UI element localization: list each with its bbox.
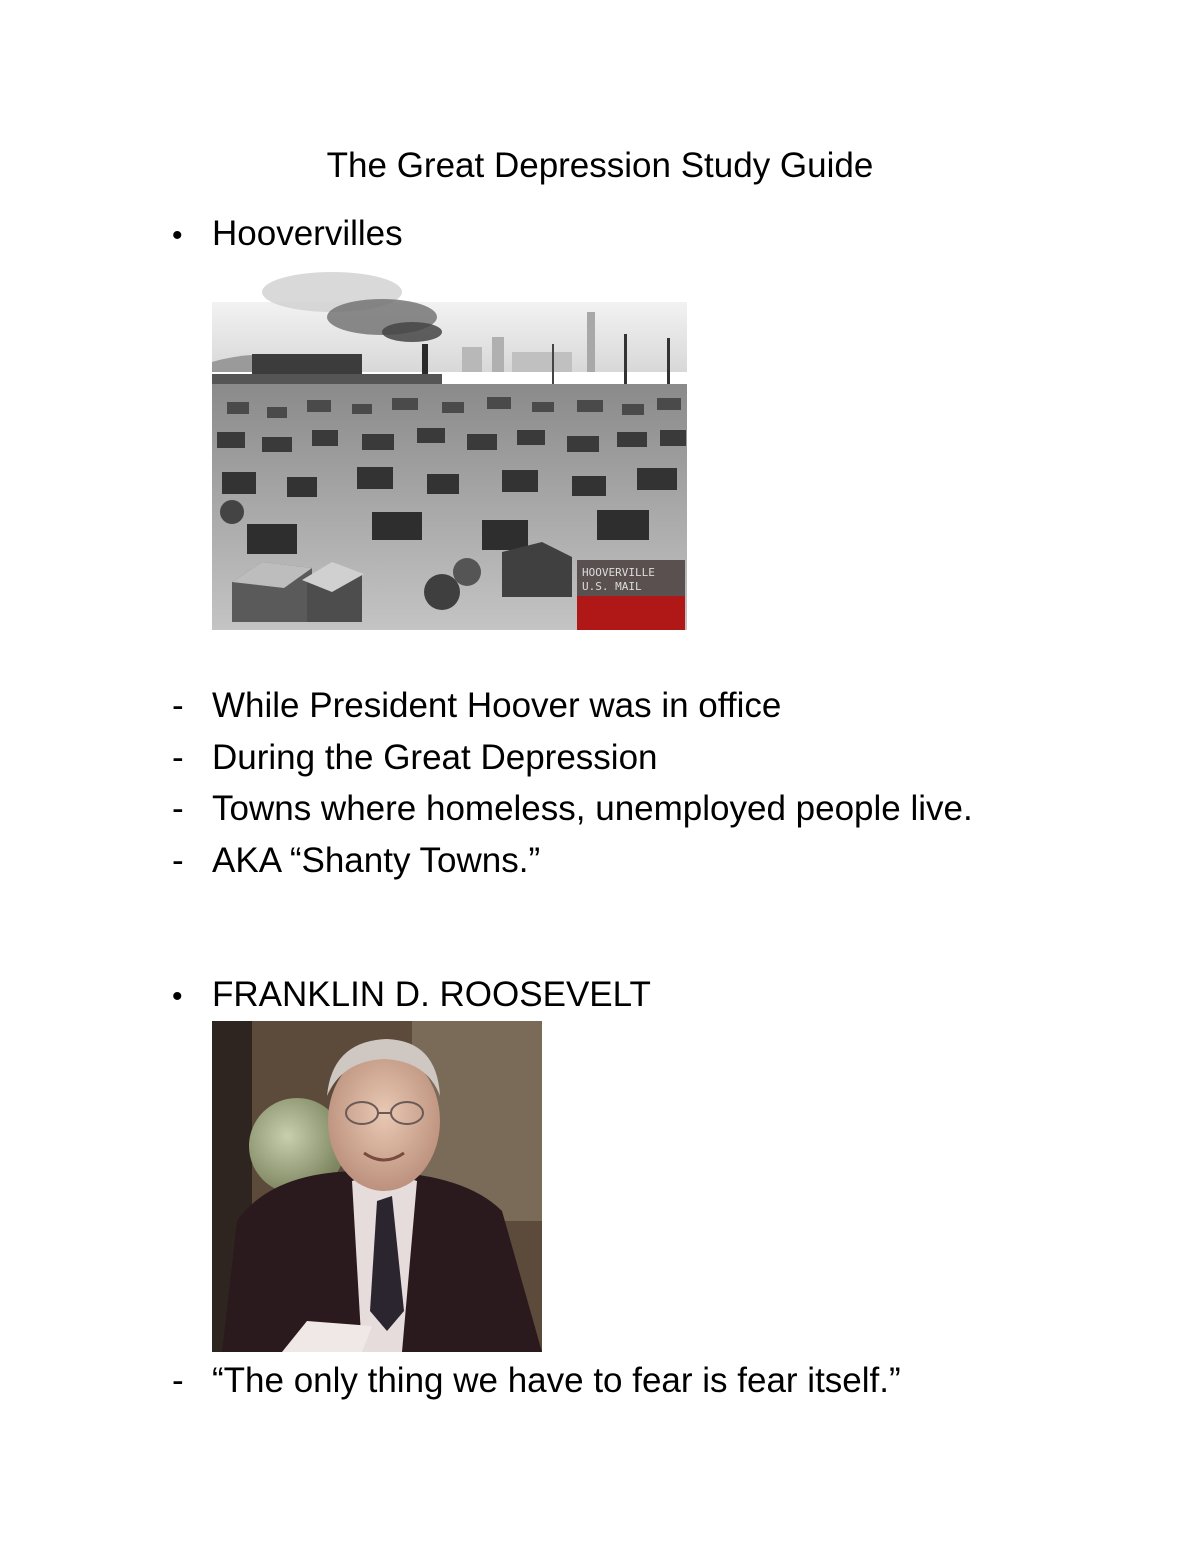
list-item: - While President Hoover was in office bbox=[172, 686, 782, 725]
roosevelt-portrait-photo bbox=[212, 1021, 542, 1352]
bullet-icon: • bbox=[172, 980, 183, 1013]
svg-text:U.S. MAIL: U.S. MAIL bbox=[582, 580, 642, 593]
bullet-icon: • bbox=[172, 219, 183, 252]
section-heading-text: FRANKLIN D. ROOSEVELT bbox=[212, 975, 651, 1014]
section-heading-text: Hoovervilles bbox=[212, 214, 403, 253]
section-heading-hoovervilles bbox=[172, 208, 403, 262]
list-item: - AKA “Shanty Towns.” bbox=[172, 840, 541, 880]
hooverville-photo bbox=[212, 262, 687, 630]
list-item: - During the Great Depression bbox=[172, 737, 658, 777]
list-item: - Towns where homeless, unemployed people live. bbox=[172, 789, 973, 828]
section-heading-roosevelt bbox=[172, 969, 651, 1023]
hoovervilles-points bbox=[172, 680, 973, 886]
svg-text:HOOVERVILLE: HOOVERVILLE bbox=[582, 566, 655, 579]
page-title: The Great Depression Study Guide bbox=[326, 146, 874, 185]
quote-item: - “The only thing we have to fear is fear itself.” bbox=[172, 1361, 901, 1400]
roosevelt-points bbox=[172, 1355, 901, 1407]
